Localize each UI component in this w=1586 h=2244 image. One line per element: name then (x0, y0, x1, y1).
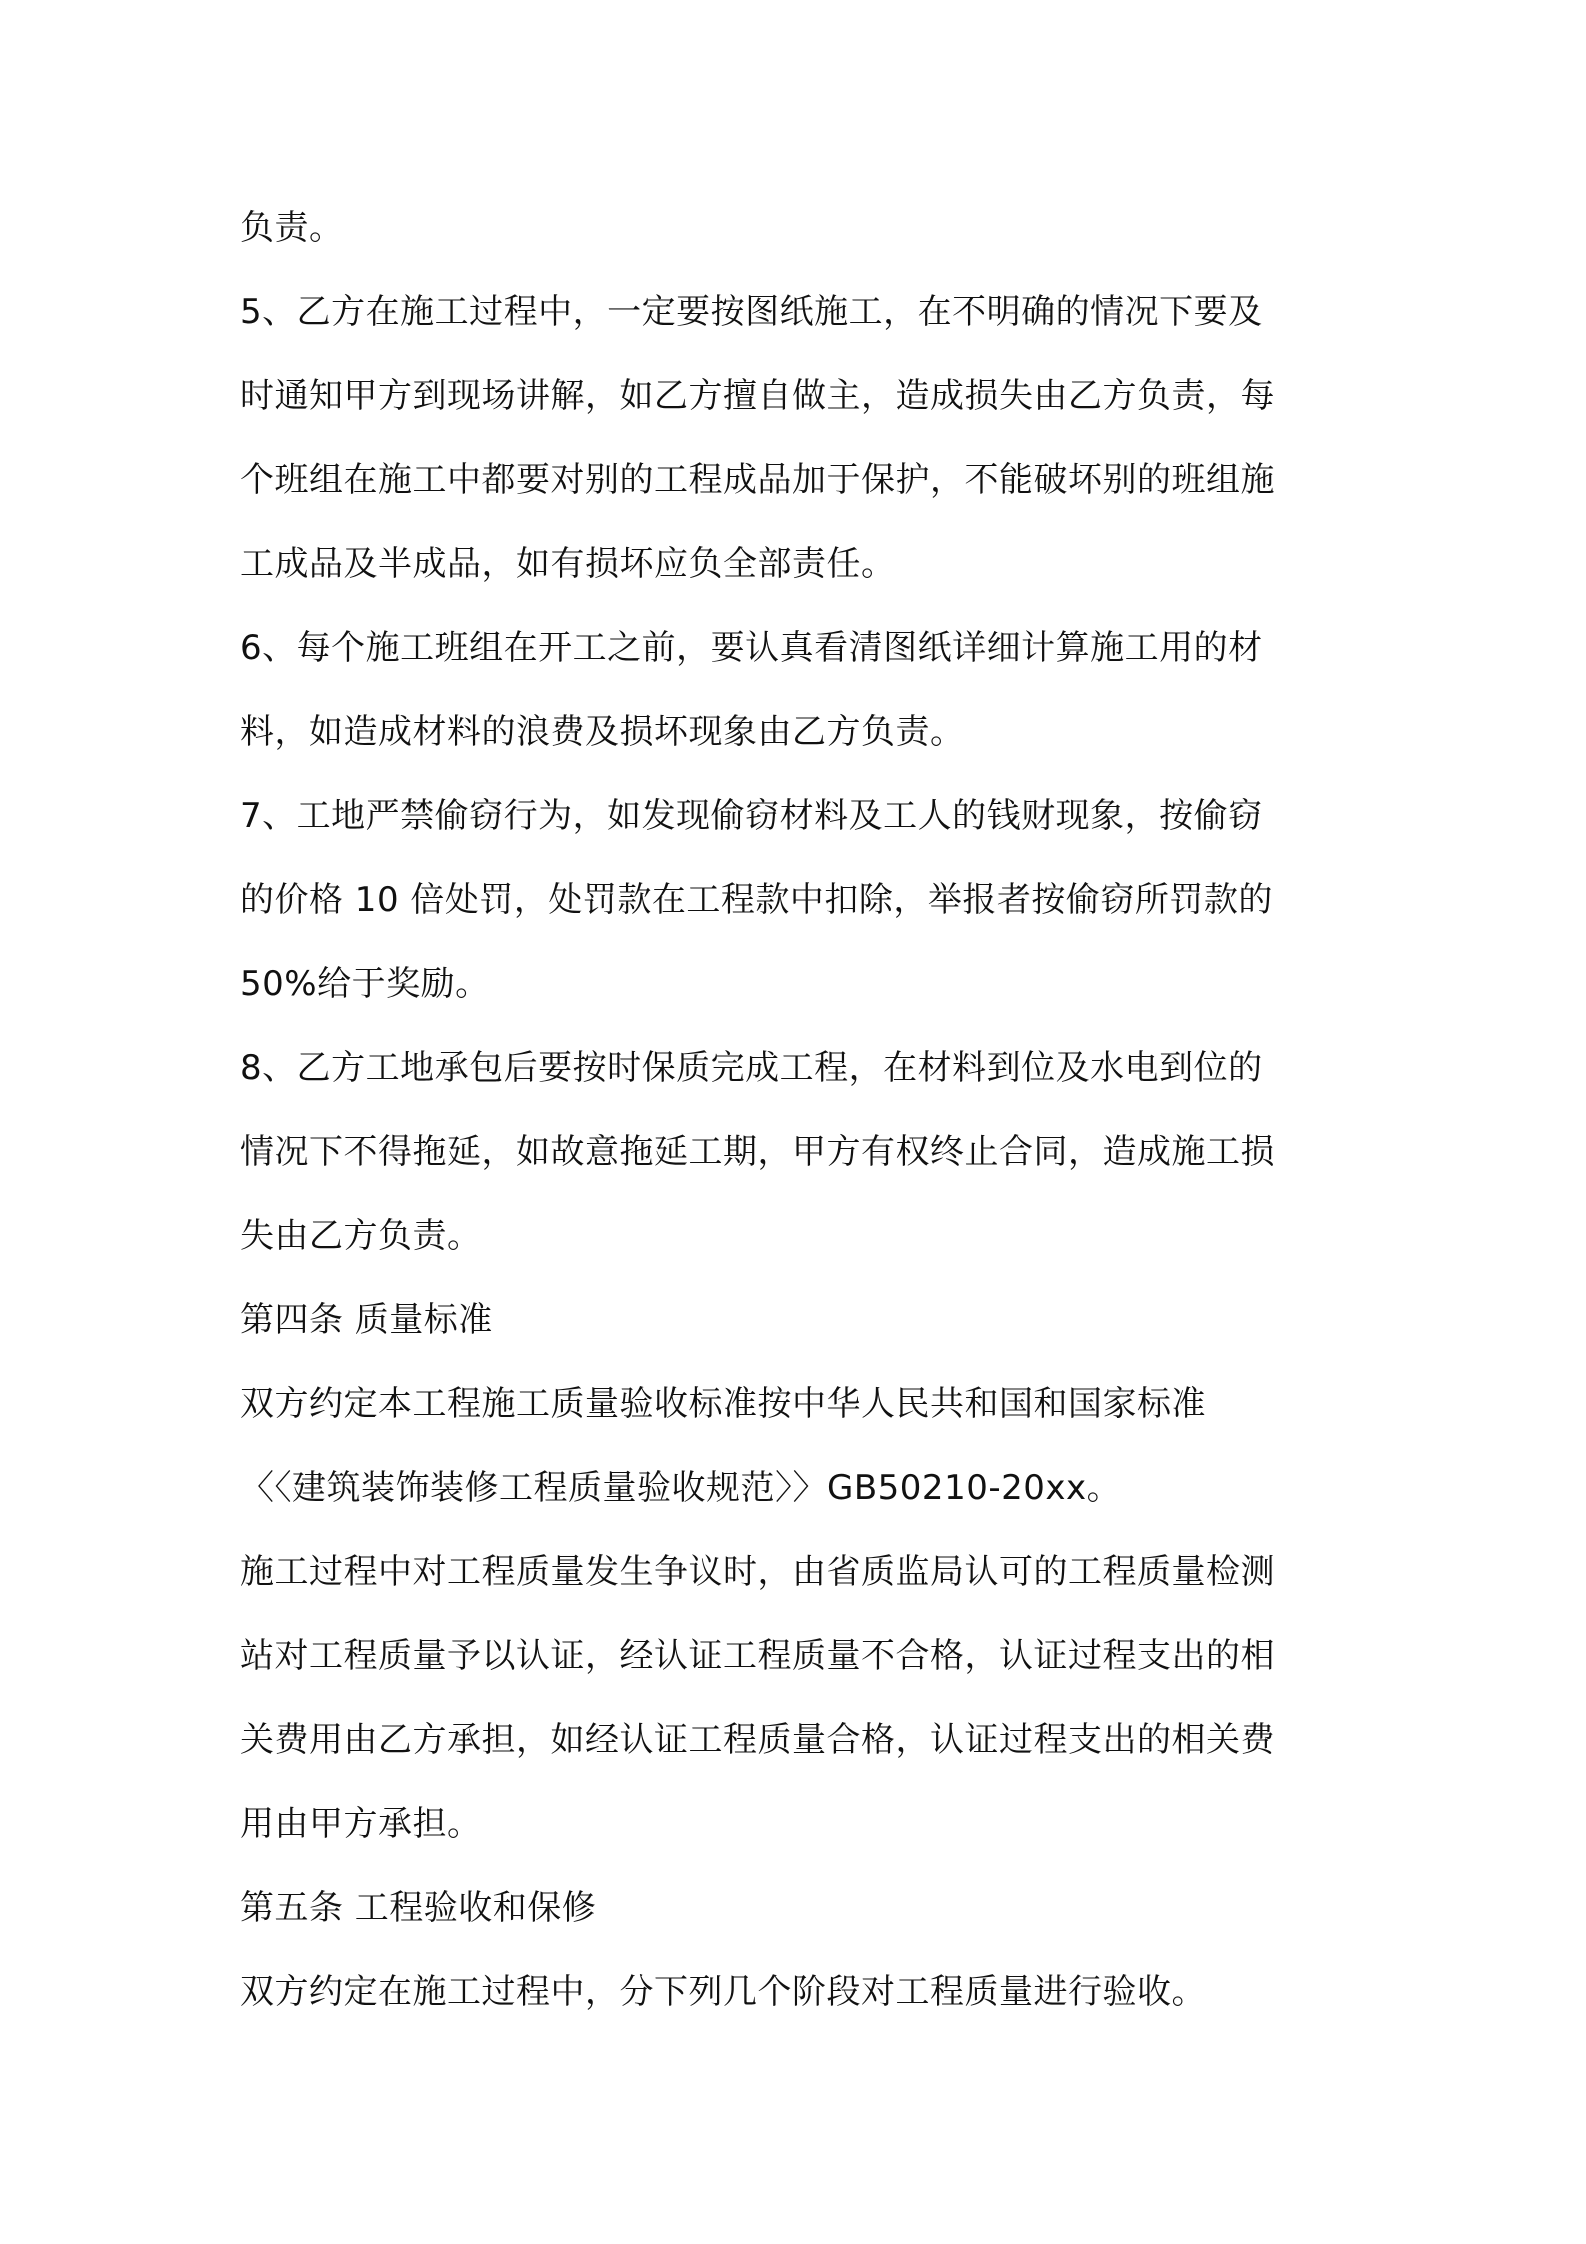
text-line: 站对工程质量予以认证，经认证工程质量不合格，认证过程支出的相 (240, 1636, 1275, 1676)
text-line: 关费用由乙方承担，如经认证工程质量合格，认证过程支出的相关费 (240, 1720, 1275, 1760)
text-line: 7、工地严禁偷窃行为，如发现偷窃材料及工人的钱财现象，按偷窃 (240, 796, 1263, 836)
text-line: 8、乙方工地承包后要按时保质完成工程，在材料到位及水电到位的 (240, 1048, 1263, 1088)
text-line: 工成品及半成品，如有损坏应负全部责任。 (240, 544, 896, 584)
text-line: 时通知甲方到现场讲解，如乙方擅自做主，造成损失由乙方负责，每 (240, 376, 1275, 416)
text-line: 个班组在施工中都要对别的工程成品加于保护，不能破坏别的班组施 (240, 460, 1275, 500)
text-line: 〈〈建筑装饰装修工程质量验收规范〉〉GB50210-20xx。 (240, 1468, 1122, 1508)
text-line: 的价格 10 倍处罚，处罚款在工程款中扣除，举报者按偷窃所罚款的 (240, 880, 1273, 920)
text-line: 双方约定本工程施工质量验收标准按中华人民共和国和国家标准 (240, 1384, 1206, 1424)
section-heading: 第五条 工程验收和保修 (240, 1888, 597, 1928)
text-line: 5、乙方在施工过程中，一定要按图纸施工，在不明确的情况下要及 (240, 292, 1263, 332)
text-line: 料，如造成材料的浪费及损坏现象由乙方负责。 (240, 712, 965, 752)
text-line: 50%给于奖励。 (240, 964, 490, 1004)
text-line: 6、每个施工班组在开工之前，要认真看清图纸详细计算施工用的材 (240, 628, 1263, 668)
text-line: 情况下不得拖延，如故意拖延工期，甲方有权终止合同，造成施工损 (240, 1132, 1275, 1172)
text-line: 施工过程中对工程质量发生争议时，由省质监局认可的工程质量检测 (240, 1552, 1275, 1592)
section-heading: 第四条 质量标准 (240, 1300, 493, 1340)
text-line: 失由乙方负责。 (240, 1216, 482, 1256)
text-line: 双方约定在施工过程中，分下列几个阶段对工程质量进行验收。 (240, 1972, 1206, 2012)
text-line: 用由甲方承担。 (240, 1804, 482, 1844)
text-line: 负责。 (240, 208, 344, 248)
